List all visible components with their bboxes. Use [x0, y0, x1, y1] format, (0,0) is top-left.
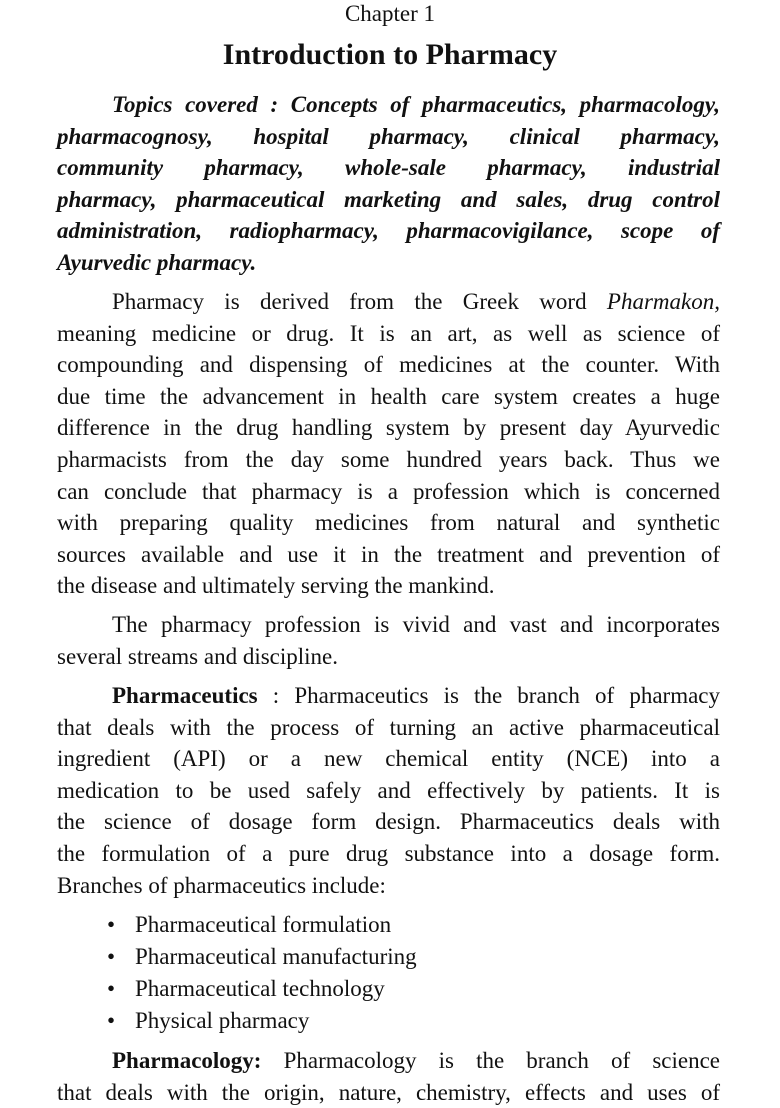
text-line: sources available and use it in the treatment and prevention of: [57, 541, 720, 567]
topics-covered: [57, 89, 720, 279]
emphasis-pharmakon: Pharmakon,: [606, 289, 720, 314]
text-line: compounding and dispensing of medicines at the counter. With: [57, 352, 720, 378]
term-pharmacology: Pharmacology:: [112, 1048, 262, 1073]
bullet-icon: •: [107, 1008, 116, 1033]
text: : Pharmaceutics is the branch of pharmacy: [257, 683, 720, 708]
bullet-icon: •: [107, 976, 116, 1001]
bullet-icon: •: [107, 912, 116, 937]
text-line: meaning medicine or drug. It is an art, as well as science of: [57, 320, 720, 346]
list-item-label: Pharmaceutical manufacturing: [135, 944, 417, 969]
text-line: difference in the drug handling system by present day Ayurvedic: [57, 415, 720, 441]
text: Pharmacology is the branch of science: [261, 1048, 720, 1073]
text-line: can conclude that pharmacy is a profession which is concerned: [57, 478, 720, 504]
bullet-icon: •: [107, 944, 116, 969]
list-item-label: Physical pharmacy: [135, 1008, 310, 1033]
branches-list: [107, 909, 417, 1037]
text-line: the disease and ultimately serving the mankind.: [57, 573, 495, 599]
chapter-label: Chapter 1: [344, 1, 436, 26]
page-title: Introduction to Pharmacy: [222, 38, 558, 71]
text-line: due time the advancement in health care system creates a huge: [57, 383, 720, 409]
paragraph-pharmacology: [57, 1045, 720, 1108]
list-item: [107, 941, 417, 973]
list-item-label: Pharmaceutical technology: [135, 976, 385, 1001]
topics-line: pharmacy, pharmaceutical marketing and sales, drug control: [57, 186, 720, 212]
topics-line: Topics covered : Concepts of pharmaceutics, pharmacology,: [112, 92, 720, 117]
term-pharmaceutics: Pharmaceutics: [112, 683, 258, 708]
text-line: ingredient (API) or a new chemical entity (NCE) into a: [57, 746, 720, 772]
text: Pharmacy is derived from the Greek word: [112, 289, 607, 314]
text-line: that deals with the process of turning an active pharmaceutical: [57, 714, 720, 740]
text-line: [57, 1045, 720, 1077]
text-line: that deals with the origin, nature, chemistry, effects and uses of: [57, 1079, 720, 1105]
paragraph-pharmacy-definition: [57, 286, 720, 602]
list-item: [107, 973, 417, 1005]
text-line: medication to be used safely and effectively by patients. It is: [57, 777, 720, 803]
topics-line: community pharmacy, whole-sale pharmacy, industrial: [57, 155, 720, 181]
paragraph-pharmaceutics: [57, 680, 720, 901]
text-line: the formulation of a pure drug substance into a dosage form.: [57, 840, 720, 866]
text-line: with preparing quality medicines from natural and synthetic: [57, 510, 720, 536]
topics-line: administration, radiopharmacy, pharmacovigilance, scope of: [57, 218, 720, 244]
text-line: [57, 286, 720, 318]
topics-line: Ayurvedic pharmacy.: [57, 249, 257, 275]
text-line: several streams and discipline.: [57, 643, 339, 669]
text-line: pharmacists from the day some hundred years back. Thus we: [57, 446, 720, 472]
list-item: [107, 1005, 417, 1037]
text-line: Branches of pharmaceutics include:: [57, 872, 386, 898]
paragraph-profession: [57, 609, 720, 672]
text-line: the science of dosage form design. Pharmaceutics deals with: [57, 809, 720, 835]
list-item-label: Pharmaceutical formulation: [135, 912, 392, 937]
list-item: [107, 909, 417, 941]
text-line: The pharmacy profession is vivid and vast and incorporates: [112, 612, 720, 637]
topics-line: pharmacognosy, hospital pharmacy, clinical pharmacy,: [57, 123, 720, 149]
text-line: [57, 680, 720, 712]
